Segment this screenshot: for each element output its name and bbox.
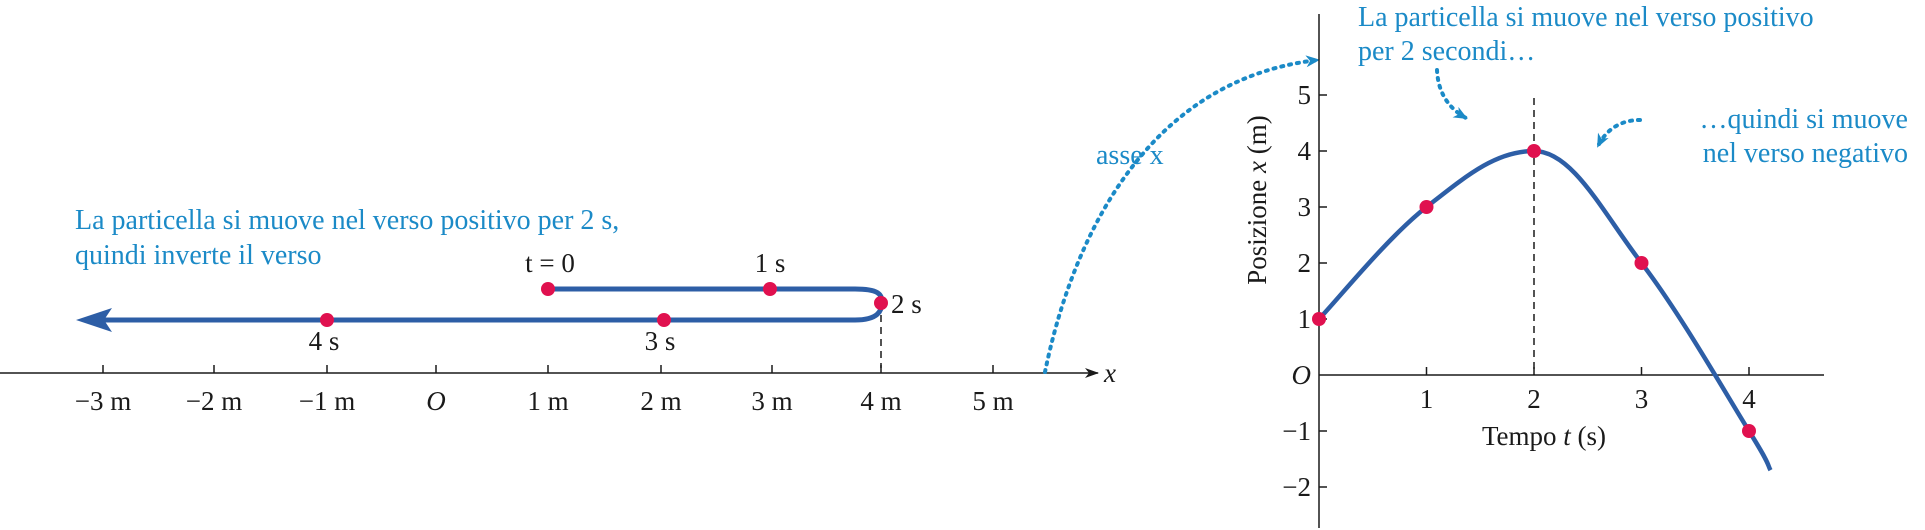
annotation-positive-line2: per 2 secondi… [1358, 36, 1536, 67]
x-tick-label: 3 m [751, 386, 793, 416]
chart-x-axis-title-text [1482, 421, 1606, 451]
x-tick-label: 1 m [527, 386, 569, 416]
chart-point [1742, 424, 1756, 438]
time-label-1s: 1 s [754, 248, 786, 278]
x-tick-label: −2 m [185, 386, 243, 416]
left-caption-line1: La particella si muove nel verso positivo per 2 s, [75, 205, 620, 236]
annotation-positive-line1: La particella si muove nel verso positivo [1358, 2, 1814, 33]
axis-title-part: (m) [1242, 115, 1272, 161]
point-t2 [874, 296, 888, 310]
motion-path [100, 289, 882, 320]
connector-dotted-arrow [1045, 60, 1318, 372]
chart-point [1420, 200, 1434, 214]
x-tick-label: 5 m [972, 386, 1014, 416]
chart-point [1527, 144, 1541, 158]
y-tick-label: 3 [1297, 192, 1311, 222]
x-tick-label: 1 [1419, 384, 1434, 414]
point-t0 [541, 282, 555, 296]
x-tick-label: 2 [1527, 384, 1541, 414]
axis-title-part: Tempo [1481, 421, 1564, 451]
axis-connector [1045, 60, 1318, 372]
x-axis-ticks [103, 365, 993, 373]
point-t3 [657, 313, 671, 327]
y-tick-label: 1 [1297, 304, 1311, 334]
chart-y-axis-title [1242, 115, 1272, 284]
y-tick-label: 5 [1297, 80, 1311, 110]
annotation-positive-arrow [1437, 70, 1466, 118]
chart-x-ticks [1420, 367, 1757, 414]
annotation-negative-line1: …quindi si muove [1699, 104, 1908, 135]
y-tick-label: 2 [1297, 248, 1311, 278]
time-label-2s: 2 s [891, 289, 922, 319]
x-tick-label: 3 [1634, 384, 1649, 414]
x-tick-label: 2 m [640, 386, 682, 416]
chart-x-axis-title [1482, 421, 1606, 451]
x-tick-label: 4 m [860, 386, 902, 416]
y-tick-label: −2 [1282, 472, 1311, 502]
origin-label: O [426, 386, 446, 416]
left-caption-line2: quindi inverte il verso [75, 240, 322, 271]
chart-y-ticks [1282, 80, 1327, 502]
x-tick-label: 4 [1742, 384, 1756, 414]
axis-title-part: (s) [1570, 421, 1607, 451]
point-t1 [763, 282, 777, 296]
time-label-4s: 4 s [308, 326, 340, 356]
axis-title-variable: x [1242, 161, 1272, 173]
time-label-t0: t = 0 [525, 248, 575, 278]
y-tick-label: −1 [1282, 416, 1311, 446]
point-t4 [320, 313, 334, 327]
position-time-chart [1242, 2, 1908, 528]
y-tick-label: 4 [1297, 136, 1311, 166]
left-diagram [0, 205, 1116, 416]
x-tick-label: −1 m [298, 386, 356, 416]
x-axis-label: x [1104, 358, 1116, 388]
annotation-negative-line2: nel verso negativo [1702, 138, 1908, 169]
axis-title-part: Posizione [1242, 172, 1272, 285]
annotation-negative-arrow [1598, 120, 1640, 146]
connector-label: asse x [1096, 140, 1164, 171]
time-label-3s: 3 s [644, 326, 676, 356]
chart-point [1312, 312, 1326, 326]
x-axis-tick-labels [75, 386, 1014, 416]
chart-origin-label: O [1291, 360, 1311, 390]
x-tick-label: −3 m [74, 386, 132, 416]
axis-title-variable: t [1563, 421, 1571, 451]
chart-point [1635, 256, 1649, 270]
